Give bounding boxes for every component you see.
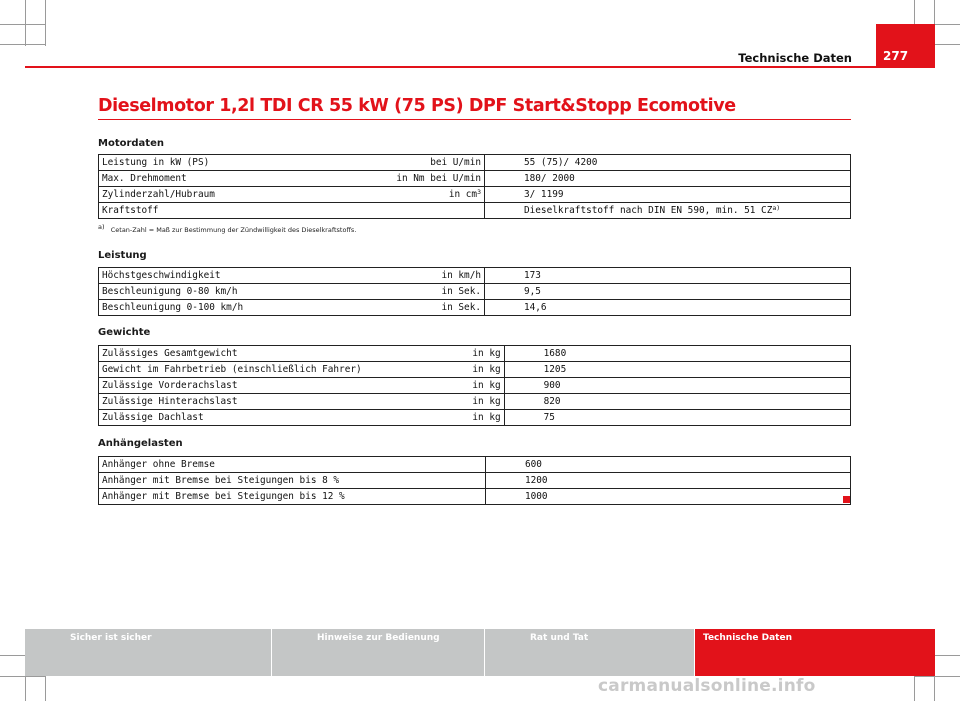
row-label: Zulässige Hinterachslast — [99, 394, 365, 410]
table-row — [99, 346, 851, 362]
table-row — [99, 489, 851, 505]
table-row — [99, 457, 851, 473]
row-value: 3/ 1199 — [485, 187, 851, 203]
section-heading-anhaengelasten: Anhängelasten — [98, 438, 183, 449]
section-end-marker — [843, 496, 850, 503]
row-unit: in Nm bei U/min — [345, 171, 485, 187]
table-row — [99, 410, 851, 426]
table-row — [99, 284, 851, 300]
table-row — [99, 378, 851, 394]
row-value: 75 — [504, 410, 850, 426]
row-label: Anhänger mit Bremse bei Steigungen bis 12 % — [99, 489, 486, 505]
row-unit: in kg — [365, 378, 505, 394]
tab-technische-daten[interactable]: Technische Daten — [695, 629, 935, 676]
header-rule — [25, 66, 935, 68]
row-label: Kraftstoff — [99, 203, 346, 219]
page-number: 277 — [876, 24, 935, 68]
row-value: 1000 — [486, 489, 851, 505]
footnote-marker: a) — [98, 223, 105, 231]
row-label: Anhänger mit Bremse bei Steigungen bis 8 % — [99, 473, 486, 489]
row-value: 173 — [485, 268, 851, 284]
row-label: Max. Drehmoment — [99, 171, 346, 187]
row-unit: bei U/min — [345, 155, 485, 171]
table-row — [99, 300, 851, 316]
row-label: Gewicht im Fahrbetrieb (einschließlich Fahrer) — [99, 362, 365, 378]
row-unit: in Sek. — [345, 284, 485, 300]
row-unit — [345, 187, 485, 203]
crop-mark — [0, 44, 46, 45]
tab-sicher-ist-sicher[interactable]: Sicher ist sicher — [25, 629, 271, 676]
table-row — [99, 268, 851, 284]
row-value: 900 — [504, 378, 850, 394]
row-unit — [345, 203, 485, 219]
row-label: Zulässiges Gesamtgewicht — [99, 346, 365, 362]
row-value: 1205 — [504, 362, 850, 378]
unit-superscript: 3 — [477, 188, 481, 196]
row-label: Zulässige Vorderachslast — [99, 378, 365, 394]
gewichte-table — [98, 345, 851, 426]
row-label: Zulässige Dachlast — [99, 410, 365, 426]
motordaten-table — [98, 154, 851, 219]
row-value: 9,5 — [485, 284, 851, 300]
crop-mark — [0, 24, 46, 25]
row-unit: in kg — [365, 346, 505, 362]
leistung-table — [98, 267, 851, 316]
table-row — [99, 187, 851, 203]
row-label: Zylinderzahl/Hubraum — [99, 187, 346, 203]
unit-text: in cm — [448, 189, 478, 200]
section-heading-motordaten: Motordaten — [98, 138, 164, 149]
row-label: Beschleunigung 0-100 km/h — [99, 300, 346, 316]
crop-mark — [914, 676, 960, 677]
row-unit: in km/h — [345, 268, 485, 284]
table-row — [99, 473, 851, 489]
row-value: 600 — [486, 457, 851, 473]
row-unit: in kg — [365, 362, 505, 378]
row-label: Leistung in kW (PS) — [99, 155, 346, 171]
footnote-text: Cetan-Zahl = Maß zur Bestimmung der Zündwilligkeit des Dieselkraftstoffs. — [110, 226, 357, 234]
row-label: Beschleunigung 0-80 km/h — [99, 284, 346, 300]
table-row — [99, 203, 851, 219]
running-header: Technische Daten — [738, 51, 852, 65]
table-row — [99, 362, 851, 378]
table-row — [99, 171, 851, 187]
tab-rat-und-tat[interactable]: Rat und Tat — [485, 629, 694, 676]
row-unit: in kg — [365, 394, 505, 410]
row-value: 180/ 2000 — [485, 171, 851, 187]
crop-mark — [25, 0, 26, 46]
row-value: 1200 — [486, 473, 851, 489]
section-heading-gewichte: Gewichte — [98, 327, 151, 338]
crop-mark — [45, 0, 46, 46]
table-row — [99, 155, 851, 171]
row-value: 55 (75)/ 4200 — [485, 155, 851, 171]
footnote — [98, 223, 357, 234]
page-title: Dieselmotor 1,2l TDI CR 55 kW (75 PS) DPF Start&Stopp Ecomotive — [98, 96, 851, 120]
row-label: Höchstgeschwindigkeit — [99, 268, 346, 284]
row-value: 1680 — [504, 346, 850, 362]
row-unit: in kg — [365, 410, 505, 426]
table-row — [99, 394, 851, 410]
row-unit: in Sek. — [345, 300, 485, 316]
row-value: 14,6 — [485, 300, 851, 316]
anhaengelasten-table — [98, 456, 851, 505]
row-label: Anhänger ohne Bremse — [99, 457, 486, 473]
footnote-ref: a) — [772, 204, 781, 212]
value-text: Dieselkraftstoff nach DIN EN 590, min. 51 CZ — [524, 205, 773, 216]
row-value — [485, 203, 851, 219]
tab-hinweise-zur-bedienung[interactable]: Hinweise zur Bedienung — [272, 629, 484, 676]
crop-mark — [0, 676, 46, 677]
row-value: 820 — [504, 394, 850, 410]
section-heading-leistung: Leistung — [98, 250, 147, 261]
watermark: carmanualsonline.info — [598, 676, 816, 696]
